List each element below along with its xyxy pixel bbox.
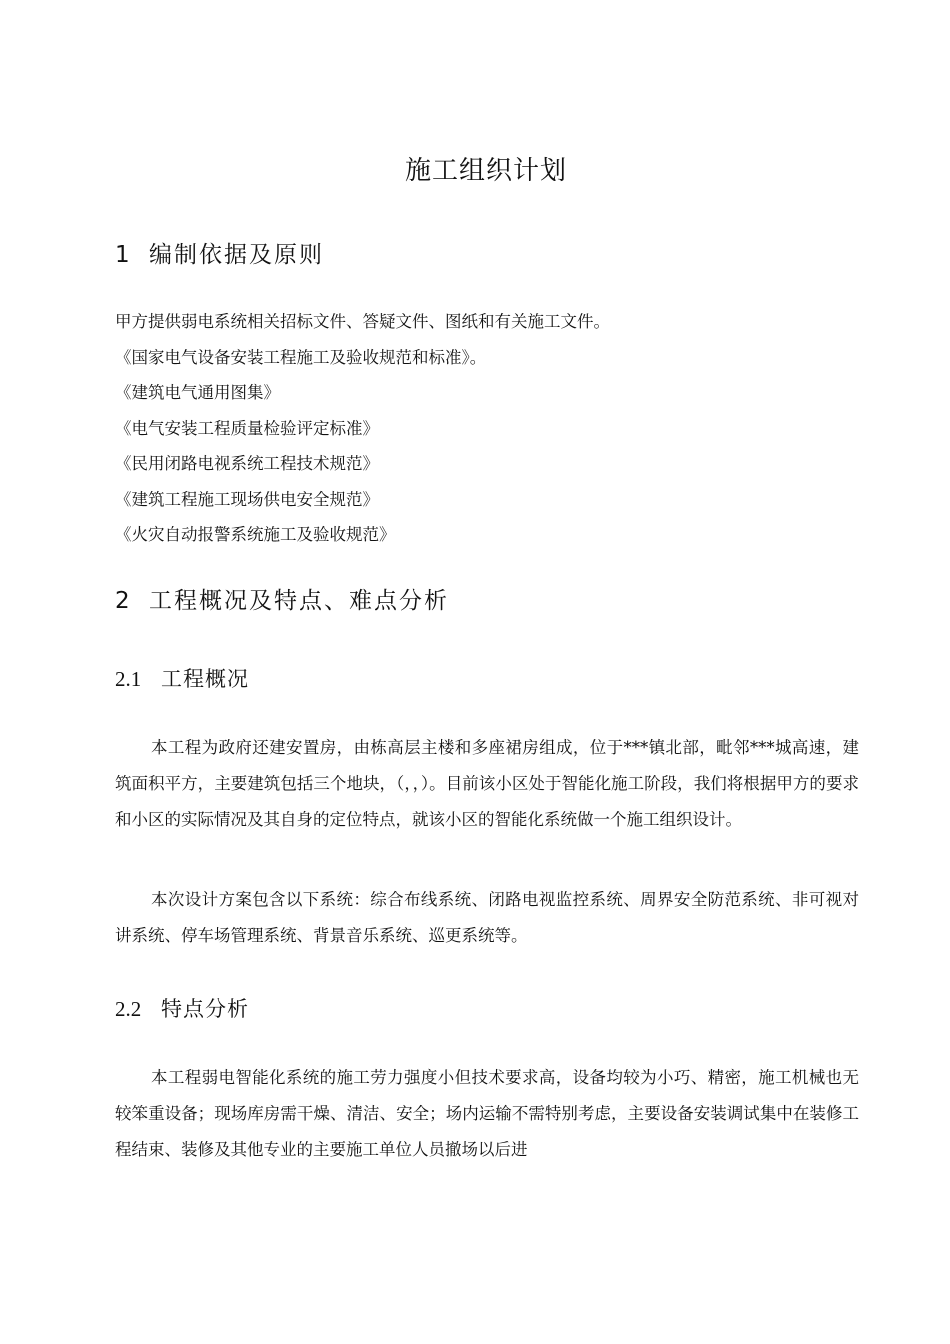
subsection-number: 2.1 [115,667,142,691]
reference-item: 《建筑工程施工现场供电安全规范》 [115,489,379,509]
subsection-2-1-heading [115,663,249,693]
subsection-title: 特点分析 [161,997,249,1021]
section-number: 1 [115,242,132,268]
section-title: 工程概况及特点、难点分析 [149,588,449,614]
section-1-heading [115,236,324,269]
reference-item: 甲方提供弱电系统相关招标文件、答疑文件、图纸和有关施工文件。 [115,312,610,331]
subsection-2-2-heading [115,993,249,1023]
subsection-number: 2.2 [115,997,142,1021]
document-title: 施工组织计划 [404,156,567,186]
section-title: 编制依据及原则 [149,242,324,268]
paragraph: 本工程为政府还建安置房，由栋高层主楼和多座裙房组成，位于***镇北部，毗邻***城高速，建筑面积平方，主要建筑包括三个地块，（，，）。目前该小区处于智能化施工阶段，我们将根据甲方的要求和小区的实际情况及其自身的定位特点，就该小区的智能化系统做一个施工组织设计。 [115,738,859,829]
reference-list [115,304,610,553]
paragraph: 本次设计方案包含以下系统：综合布线系统、闭路电视监控系统、周界安全防范系统、非可视对讲系统、停车场管理系统、背景音乐系统、巡更系统等。 [115,890,859,945]
reference-item: 《民用闭路电视系统工程技术规范》 [115,454,379,473]
section-2-heading [115,582,449,615]
reference-item: 《国家电气设备安装工程施工及验收规范和标准》。 [115,347,487,367]
reference-item: 《电气安装工程质量检验评定标准》 [115,418,379,438]
reference-item: 《建筑电气通用图集》 [115,383,280,402]
subsection-title: 工程概况 [161,667,249,691]
reference-item: 《火灾自动报警系统施工及验收规范》 [115,525,396,544]
paragraph: 本工程弱电智能化系统的施工劳力强度小但技术要求高，设备均较为小巧、精密，施工机械也无较笨重设备；现场库房需干燥、清洁、安全；场内运输不需特别考虑，主要设备安装调试集中在装修工程结束、装修及其他专业的主要施工单位人员撤场以后进 [115,1068,859,1159]
section-number: 2 [115,588,132,614]
